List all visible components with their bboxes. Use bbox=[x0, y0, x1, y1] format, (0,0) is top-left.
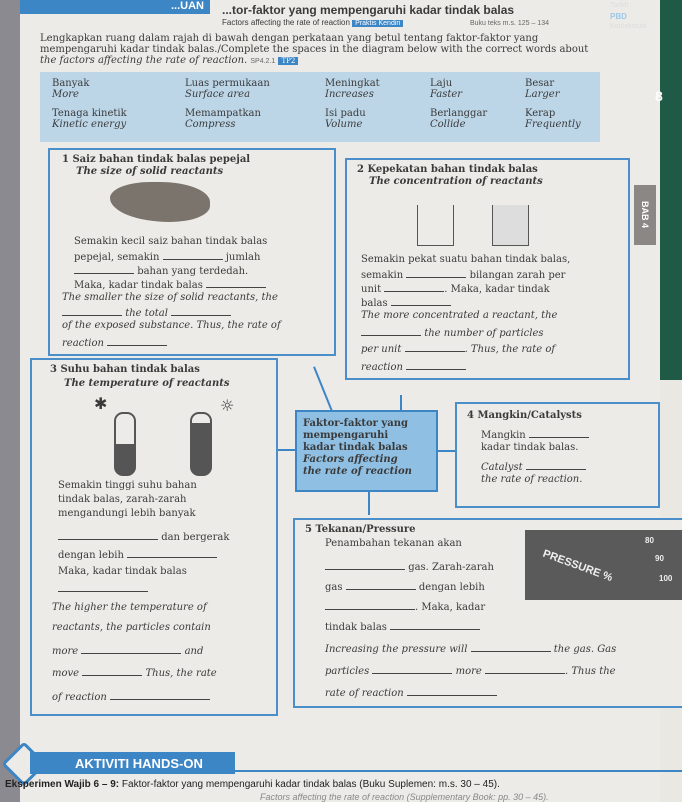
box5-line: dengan lebih bbox=[418, 582, 485, 593]
blank-input[interactable] bbox=[206, 278, 266, 288]
blank-input[interactable] bbox=[529, 428, 589, 438]
word-kinetic-energy: Tenaga kinetik Kinetic energy bbox=[52, 108, 127, 130]
blank-input[interactable] bbox=[471, 642, 551, 652]
box2-line-en: reaction bbox=[361, 362, 403, 373]
blank-input[interactable] bbox=[485, 664, 565, 674]
center-line: mempengaruhi bbox=[303, 430, 389, 441]
experiment-ref bbox=[5, 779, 500, 790]
subtitle-text: Factors affecting the rate of reaction bbox=[222, 18, 350, 27]
box5-line-en: rate of reaction bbox=[325, 688, 404, 699]
box5-line-en: Increasing the pressure will bbox=[325, 644, 468, 655]
snowflake-icon: ✱ bbox=[94, 394, 108, 413]
box1-line: bahan yang terdedah. bbox=[137, 266, 249, 277]
box1-title-en: The size of solid reactants bbox=[76, 166, 224, 177]
box2-line-en: . Thus, the rate of bbox=[464, 344, 556, 355]
blank-input[interactable] bbox=[390, 620, 480, 630]
box3-line-en: more bbox=[52, 646, 79, 657]
arrow-left bbox=[278, 449, 295, 451]
box5-line: Penambahan tekanan akan bbox=[325, 538, 462, 549]
section-tab: ...UAN bbox=[20, 0, 210, 14]
context-label: Kontekstual bbox=[610, 23, 647, 30]
book-spine bbox=[0, 0, 20, 802]
pbd-label: PBD bbox=[610, 12, 627, 21]
center-line: kadar tindak balas bbox=[303, 442, 408, 453]
box3-line: tindak balas, zarah-zarah bbox=[58, 494, 187, 505]
box2-line: bilangan zarah per bbox=[469, 270, 566, 281]
central-topic bbox=[295, 410, 438, 492]
box3-title: 3 Suhu bahan tindak balas bbox=[50, 364, 200, 375]
box1-line: Semakin kecil saiz bahan tindak balas bbox=[74, 236, 268, 247]
box2-line-en: the number of particles bbox=[424, 328, 544, 339]
arrow-down bbox=[368, 492, 370, 515]
box2-title-en: The concentration of reactants bbox=[369, 176, 543, 187]
box1-title: 1 Saiz bahan tindak balas pepejal bbox=[62, 154, 251, 165]
box3-line-en: The higher the temperature of bbox=[52, 602, 207, 613]
beaker-concentrated-icon bbox=[492, 205, 529, 246]
blank-input[interactable] bbox=[82, 666, 142, 676]
sun-icon: ☼ bbox=[220, 396, 235, 415]
blank-input[interactable] bbox=[406, 268, 466, 278]
word-larger: Besar Larger bbox=[525, 78, 560, 100]
blank-input[interactable] bbox=[74, 264, 134, 274]
beaker-dilute-icon bbox=[417, 205, 454, 246]
box2-line: unit bbox=[361, 284, 382, 295]
blank-input[interactable] bbox=[163, 250, 223, 260]
blank-input[interactable] bbox=[526, 460, 586, 470]
box1-line: Maka, kadar tindak balas bbox=[74, 280, 203, 291]
blank-input[interactable] bbox=[107, 336, 167, 346]
experiment-text-en: Factors affecting the rate of reaction (Supplementary Book: pp. 30 – 45). bbox=[260, 792, 549, 802]
word-collide: Berlanggar Collide bbox=[430, 108, 488, 130]
box3-line: dengan lebih bbox=[58, 550, 124, 561]
experiment-title: Eksperimen Wajib 6 – 9: bbox=[5, 779, 120, 790]
blank-input[interactable] bbox=[325, 560, 405, 570]
instruction-ms: Lengkapkan ruang dalam rajah di bawah dengan perkataan yang betul tentang faktor-faktor yang mempengaruhi kadar tindak balas./Complete the spaces in the diagram below with the correct words about bbox=[40, 33, 589, 55]
divider bbox=[235, 770, 682, 772]
word-compress: Memampatkan Compress bbox=[185, 108, 261, 130]
box3-line: dan bergerak bbox=[161, 532, 230, 543]
textbook-ref: Buku teks m.s. 125 – 134 bbox=[470, 20, 549, 27]
arrow-up bbox=[400, 395, 402, 410]
box3-line-en: Thus, the rate bbox=[145, 668, 217, 679]
word-increases: Meningkat Increases bbox=[325, 78, 380, 100]
gauge-tick: 80 bbox=[645, 536, 654, 545]
box1-line-en: of the exposed substance. Thus, the rate of bbox=[62, 320, 281, 331]
date-label: Tarikh bbox=[610, 2, 629, 9]
chapter-tab: BAB 4 bbox=[634, 185, 656, 245]
box2-line-en: The more concentrated a reactant, the bbox=[361, 310, 558, 321]
sp-code: SP4.2.1 bbox=[250, 58, 276, 65]
box3-line-en: and bbox=[184, 646, 204, 657]
box3-line: mengandungi lebih banyak bbox=[58, 508, 196, 519]
box4-line: Mangkin bbox=[481, 430, 526, 441]
box3-line: Semakin tinggi suhu bahan bbox=[58, 480, 197, 491]
center-line: Faktor-faktor yang bbox=[303, 418, 408, 429]
thermometer-hot-icon bbox=[190, 412, 212, 476]
blank-input[interactable] bbox=[325, 600, 415, 610]
word-surface-area: Luas permukaan Surface area bbox=[185, 78, 270, 100]
praktis-badge: Praktis Kendiri bbox=[352, 20, 403, 27]
thermometer-cold-icon bbox=[114, 412, 136, 476]
box2-line-en: per unit bbox=[361, 344, 402, 355]
box4-line: kadar tindak balas. bbox=[481, 442, 579, 453]
box1-line-en: reaction bbox=[62, 338, 104, 349]
blank-input[interactable] bbox=[110, 690, 210, 700]
blank-input[interactable] bbox=[405, 342, 465, 352]
box5-line: gas. Zarah-zarah bbox=[408, 562, 494, 573]
blank-input[interactable] bbox=[81, 644, 181, 654]
box-solid-size bbox=[48, 148, 336, 356]
center-line: the rate of reaction bbox=[303, 466, 412, 477]
gauge-label: PRESSURE % bbox=[541, 547, 615, 585]
box4-title: 4 Mangkin/Catalysts bbox=[467, 410, 582, 421]
blank-input[interactable] bbox=[372, 664, 452, 674]
gauge-tick: 100 bbox=[659, 574, 673, 583]
blank-input[interactable] bbox=[127, 548, 217, 558]
box5-line: . Maka, kadar bbox=[415, 602, 486, 613]
blank-input[interactable] bbox=[58, 582, 148, 592]
box5-line: gas bbox=[325, 582, 343, 593]
page-subtitle bbox=[222, 18, 403, 27]
box2-line: Semakin pekat suatu bahan tindak balas, bbox=[361, 254, 571, 265]
page-number: 8 bbox=[655, 88, 663, 104]
blank-input[interactable] bbox=[62, 306, 122, 316]
box-temperature bbox=[30, 358, 278, 716]
box-concentration bbox=[345, 158, 630, 380]
blank-input[interactable] bbox=[384, 282, 444, 292]
box4-line-en: Catalyst bbox=[481, 462, 523, 473]
box5-line-en: the gas. Gas bbox=[553, 644, 617, 655]
box3-line: Maka, kadar tindak balas bbox=[58, 566, 187, 577]
blank-input[interactable] bbox=[407, 686, 497, 696]
box2-line: . Maka, kadar tindak bbox=[444, 284, 550, 295]
instructions bbox=[40, 33, 600, 67]
box2-title: 2 Kepekatan bahan tindak balas bbox=[357, 164, 538, 175]
box-catalyst bbox=[455, 402, 660, 508]
box5-line: tindak balas bbox=[325, 622, 387, 633]
word-volume: Isi padu Volume bbox=[325, 108, 366, 130]
box1-line-en: The smaller the size of solid reactants, the bbox=[62, 292, 278, 303]
word-more: Banyak More bbox=[52, 78, 90, 100]
blank-input[interactable] bbox=[58, 530, 158, 540]
word-faster: Laju Faster bbox=[430, 78, 463, 100]
box3-line-en: reactants, the particles contain bbox=[52, 622, 211, 633]
word-bank bbox=[40, 72, 600, 142]
box5-line-en: particles bbox=[325, 666, 370, 677]
instruction-en: the factors affecting the rate of reaction. bbox=[40, 55, 248, 66]
pressure-gauge-image bbox=[525, 530, 682, 600]
box1-line: jumlah bbox=[225, 252, 261, 263]
blank-input[interactable] bbox=[361, 326, 421, 336]
blank-input[interactable] bbox=[346, 580, 416, 590]
experiment-text: Faktor-faktor yang mempengaruhi kadar tindak balas (Buku Suplemen: m.s. 30 – 45). bbox=[121, 779, 500, 790]
center-line: Factors affecting bbox=[303, 454, 398, 465]
blank-input[interactable] bbox=[391, 296, 451, 306]
gauge-tick: 90 bbox=[655, 554, 664, 563]
box3-title-en: The temperature of reactants bbox=[64, 378, 230, 389]
blank-input[interactable] bbox=[171, 306, 231, 316]
box5-line-en: . Thus the bbox=[564, 666, 616, 677]
arrow-right bbox=[438, 450, 455, 452]
blank-input[interactable] bbox=[406, 360, 466, 370]
tp-badge: TP2 bbox=[278, 57, 298, 65]
box5-title: 5 Tekanan/Pressure bbox=[305, 524, 416, 535]
box5-line-en: more bbox=[455, 666, 482, 677]
box2-line: semakin bbox=[361, 270, 404, 281]
box1-line: pepejal, semakin bbox=[74, 252, 160, 263]
box4-line-en: the rate of reaction. bbox=[481, 474, 583, 485]
word-frequently: Kerap Frequently bbox=[525, 108, 581, 130]
box1-line-en: the total bbox=[125, 308, 168, 319]
box3-line-en: of reaction bbox=[52, 692, 107, 703]
box3-line-en: move bbox=[52, 668, 80, 679]
solid-lump-image bbox=[110, 182, 210, 222]
box2-line: balas bbox=[361, 298, 388, 309]
page-title: ...tor-faktor yang mempengaruhi kadar tindak balas bbox=[222, 3, 515, 17]
hands-on-banner: AKTIVITI HANDS-ON bbox=[30, 752, 235, 774]
